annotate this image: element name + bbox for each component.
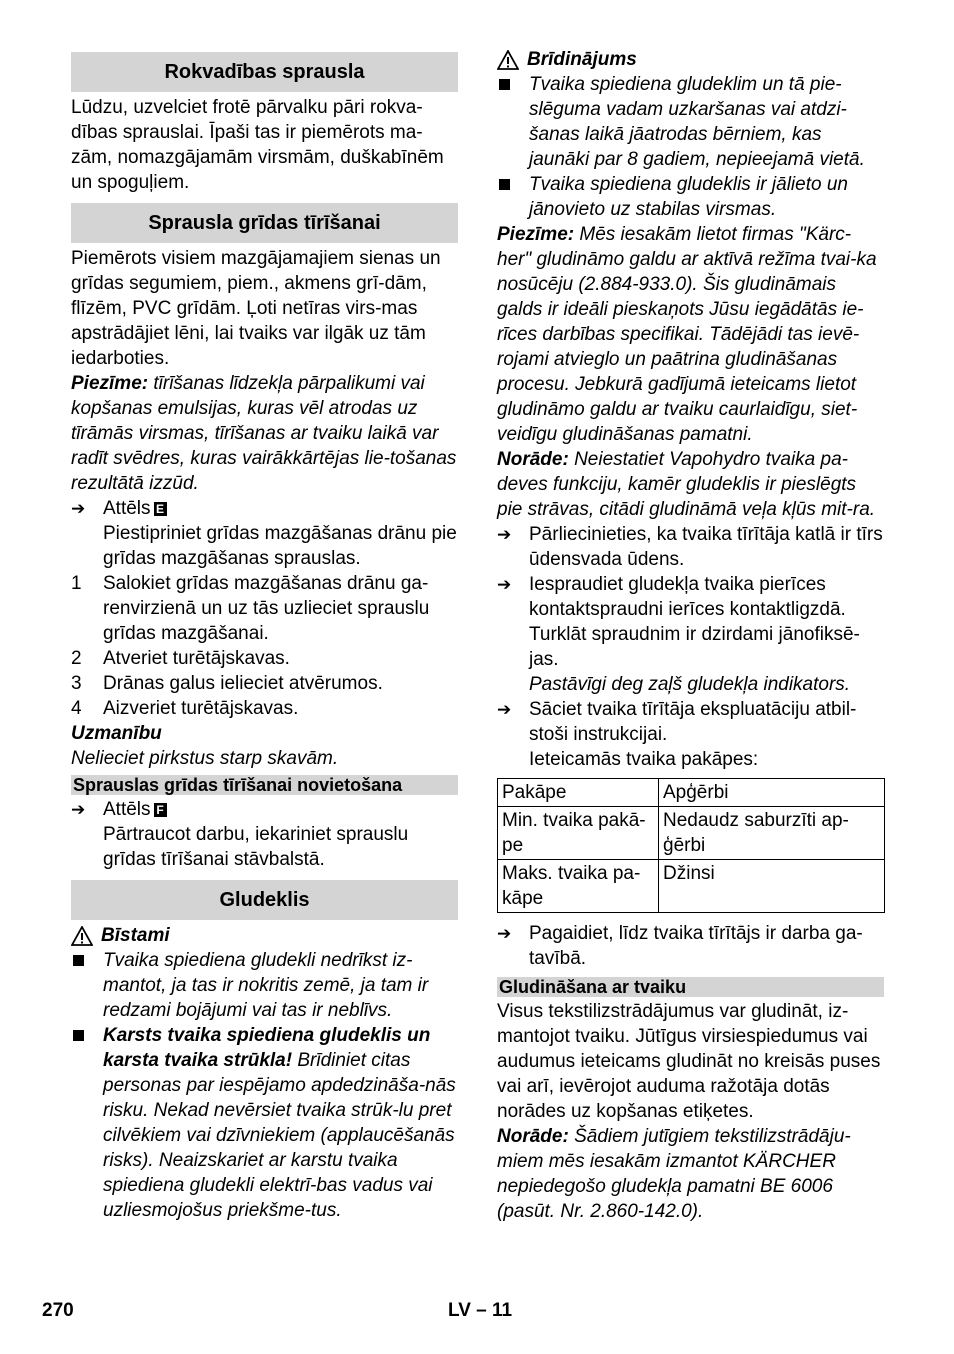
instruction-step [497, 572, 884, 697]
table-row [498, 807, 885, 860]
warning-item-text: Tvaika spiediena gludeklim un tā pie-slēguma vadam uzkaršanas vai atdzi-šanas laikā jāatrodas bērniem, kas jaunāki par 8 gadiem, nepieejamā vietā. [529, 74, 865, 170]
step-text: Atveriet turētājskavas. [103, 648, 290, 669]
instruction-text: Pārliecinieties, ka tvaika tīrītāja katlā ir tīrs ūdensvada ūdens. [529, 524, 883, 570]
instruction-subtext: Ieteicamās tvaika pakāpes: [529, 749, 759, 770]
warning-label: Brīdinājums [527, 49, 637, 70]
list-item [497, 172, 884, 222]
danger-heading [71, 923, 458, 948]
danger-item-text: Tvaika spiediena gludekli nedrīkst iz-mantot, ja tas ir nokritis zemē, ja tam ir redzami bojājumi vai tas ir neblīvs. [103, 950, 429, 1021]
paragraph-floor-nozzle: Piemērots visiem mazgājamajiem sienas un grīdas segumiem, piem., akmens grī-dām, flīzēm, PVC grīdām. Ļoti netīras virs-mas apstrādājiet lēni, lai tvaiks var ilgāk uz tām iedarboties. [71, 248, 441, 369]
steam-level-table [497, 778, 885, 913]
figure-step-f [71, 797, 458, 872]
instruction-step [497, 921, 884, 971]
step-number: 1 [71, 573, 82, 594]
instruction-text: Iespraudiet gludekļa tvaika pierīces kontaktspraudni ierīces kontaktligzdā. Turklāt spraudnim ir dzirdami jānofiksē-jas. [529, 574, 860, 670]
paragraph-steam-ironing: Visus tekstilizstrādājumus var gludināt, iz-mantojot tvaiku. Jūtīgus virsiespiedumus vai audumus ieteicams gludināt no kreisās puses vai arī, ievērojot auduma ražotāja dotās norādes uz kopšanas etiķetes. [497, 1001, 881, 1122]
table-header: Pakāpe [498, 779, 659, 807]
arrow-icon [71, 797, 103, 872]
instruction-result: Pastāvīgi deg zaļš gludekļa indikators. [529, 674, 851, 695]
bullet-square-icon [497, 72, 529, 172]
note-text: Šādiem jutīgiem tekstilizstrādāju-miem mēs iesakām izmantot KÄRCHER nepiedegošo gludekļa pamatni BE 6006 (pasūt. Nr. 2.860-142.0). [497, 1126, 851, 1222]
right-column [497, 47, 884, 1224]
section-heading-hand-nozzle: Rokvadības sprausla [71, 52, 458, 92]
table-cell: Min. tvaika pakā-pe [498, 807, 659, 860]
figure-label: Attēls [103, 799, 151, 820]
page-number: 270 [42, 1300, 74, 1321]
danger-item-bold: Karsts tvaika spiediena gludeklis un karsta tvaika strūkla! [103, 1025, 431, 1071]
note-ironing-sole [497, 1124, 884, 1224]
arrow-icon [497, 697, 529, 772]
note-label: Piezīme: [71, 373, 149, 394]
note-text: Neiestatiet Vapohydro tvaika pa-deves funkciju, kamēr gludeklis ir pieslēgts pie strāvas, citādi gludināmā veļa kļūs mit-ra. [497, 449, 876, 520]
table-cell: Maks. tvaika pa-kāpe [498, 860, 659, 913]
list-item [71, 671, 458, 696]
instruction-text: Pagaidiet, līdz tvaika tīrītājs ir darba ga-tavībā. [529, 923, 863, 969]
note-floor [71, 371, 458, 496]
figure-letter-f-icon: F [154, 803, 167, 817]
subsection-heading-steam-ironing: Gludināšana ar tvaiku [497, 977, 884, 997]
list-item [71, 571, 458, 646]
bullet-square-icon [497, 172, 529, 222]
instruction-step [497, 697, 884, 772]
warning-item-text: Tvaika spiediena gludeklis ir jālieto un jānovieto uz stabilas virsmas. [529, 174, 848, 220]
subsection-heading-storage: Sprauslas grīdas tīrīšanai novietošana [71, 775, 458, 795]
step-text: Aizveriet turētājskavas. [103, 698, 299, 719]
list-item [71, 1023, 458, 1223]
figure-f-text: Pārtraucot darbu, iekariniet sprauslu grīdas tīrīšanai stāvbalstā. [103, 824, 409, 870]
list-item [71, 646, 458, 671]
table-cell: Nedaudz saburzīti ap-ģērbi [659, 807, 885, 860]
arrow-icon [497, 921, 529, 971]
warning-triangle-icon [497, 50, 519, 70]
caution-text: Nelieciet pirkstus starp skavām. [71, 748, 339, 769]
warning-heading [497, 47, 884, 72]
language-page-label: LV – 11 [448, 1300, 513, 1321]
step-number: 4 [71, 698, 82, 719]
instruction-step [497, 522, 884, 572]
note-label: Piezīme: [497, 224, 575, 245]
instruction-text: Sāciet tvaika tīrītāja ekspluatāciju atbil-stoši instrukcijai. [529, 699, 857, 745]
step-text: Drānas galus ielieciet atvērumos. [103, 673, 383, 694]
bullet-square-icon [71, 1023, 103, 1223]
figure-e-text: Piestipriniet grīdas mazgāšanas drānu pie grīdas mazgāšanas sprauslas. [103, 523, 457, 569]
table-header-row [498, 779, 885, 807]
danger-label: Bīstami [101, 925, 170, 946]
left-column [71, 47, 458, 1223]
step-number: 3 [71, 673, 82, 694]
note-text: tīrīšanas līdzekļa pārpalikumi vai kopšanas emulsijas, kuras vēl atrodas uz tīrāmās virsmas, tīrīšanas ar tvaiku laikā var radīt svēdres, kuras vairākkārtējas lie-tošanas rezultātā izzūd. [71, 373, 457, 494]
table-cell: Džinsi [659, 860, 885, 913]
arrow-icon [497, 522, 529, 572]
note-vapohydro [497, 447, 884, 522]
paragraph-hand-nozzle: Lūdzu, uzvelciet frotē pārvalku pāri rokva-dības sprauslai. Īpaši tas ir piemērots ma-zām, nomazgājamām virsmām, duškabīnēm un spoguļiem. [71, 97, 444, 193]
section-heading-iron: Gludeklis [71, 880, 458, 920]
arrow-icon [497, 572, 529, 697]
caution-label: Uzmanību [71, 723, 162, 744]
danger-item-text: Brīdiniet citas personas par iespējamo apdedzināša-nās risku. Nekad nevērsiet tvaika strūk-lu pret cilvēkiem vai dzīvniekiem (applaucēšanās risks). Neaizskariet ar karstu tvaika spiediena gludekli elektrī-bas vadus vai uzliesmojošus priekšme-tus. [103, 1050, 456, 1221]
figure-step-e [71, 496, 458, 571]
figure-label: Attēls [103, 498, 151, 519]
note-label: Norāde: [497, 449, 569, 470]
warning-triangle-icon [71, 926, 93, 946]
figure-letter-e-icon: E [154, 502, 167, 516]
step-number: 2 [71, 648, 82, 669]
step-text: Salokiet grīdas mazgāšanas drānu ga-renvirzienā un uz tās uzlieciet sprauslu grīdas mazgāšanai. [103, 573, 430, 644]
list-item [497, 72, 884, 172]
note-text: Mēs iesakām lietot firmas "Kärc-her" gludināmo galdu ar aktīvā režīma tvai-ka nosūcēju (2.884-933.0). Šis gludināmais galds ir ideāli pieskaņots Jūsu iegādātās ie-rīces darbības specifikai. Tādējādi tas ievē-rojami atvieglo un paātrina gludināšanas procesu. Jebkurā gadījumā ieteicams lietot gludināmo galdu ar tvaiku caurlaidīgu, siet-veidīgu gludināšanas pamatni. [497, 224, 877, 445]
note-ironing-board [497, 222, 884, 447]
note-label: Norāde: [497, 1126, 569, 1147]
table-header: Apģērbi [659, 779, 885, 807]
section-heading-floor-nozzle: Sprausla grīdas tīrīšanai [71, 203, 458, 243]
list-item [71, 948, 458, 1023]
bullet-square-icon [71, 948, 103, 1023]
arrow-icon [71, 496, 103, 571]
list-item [71, 696, 458, 721]
table-row [498, 860, 885, 913]
